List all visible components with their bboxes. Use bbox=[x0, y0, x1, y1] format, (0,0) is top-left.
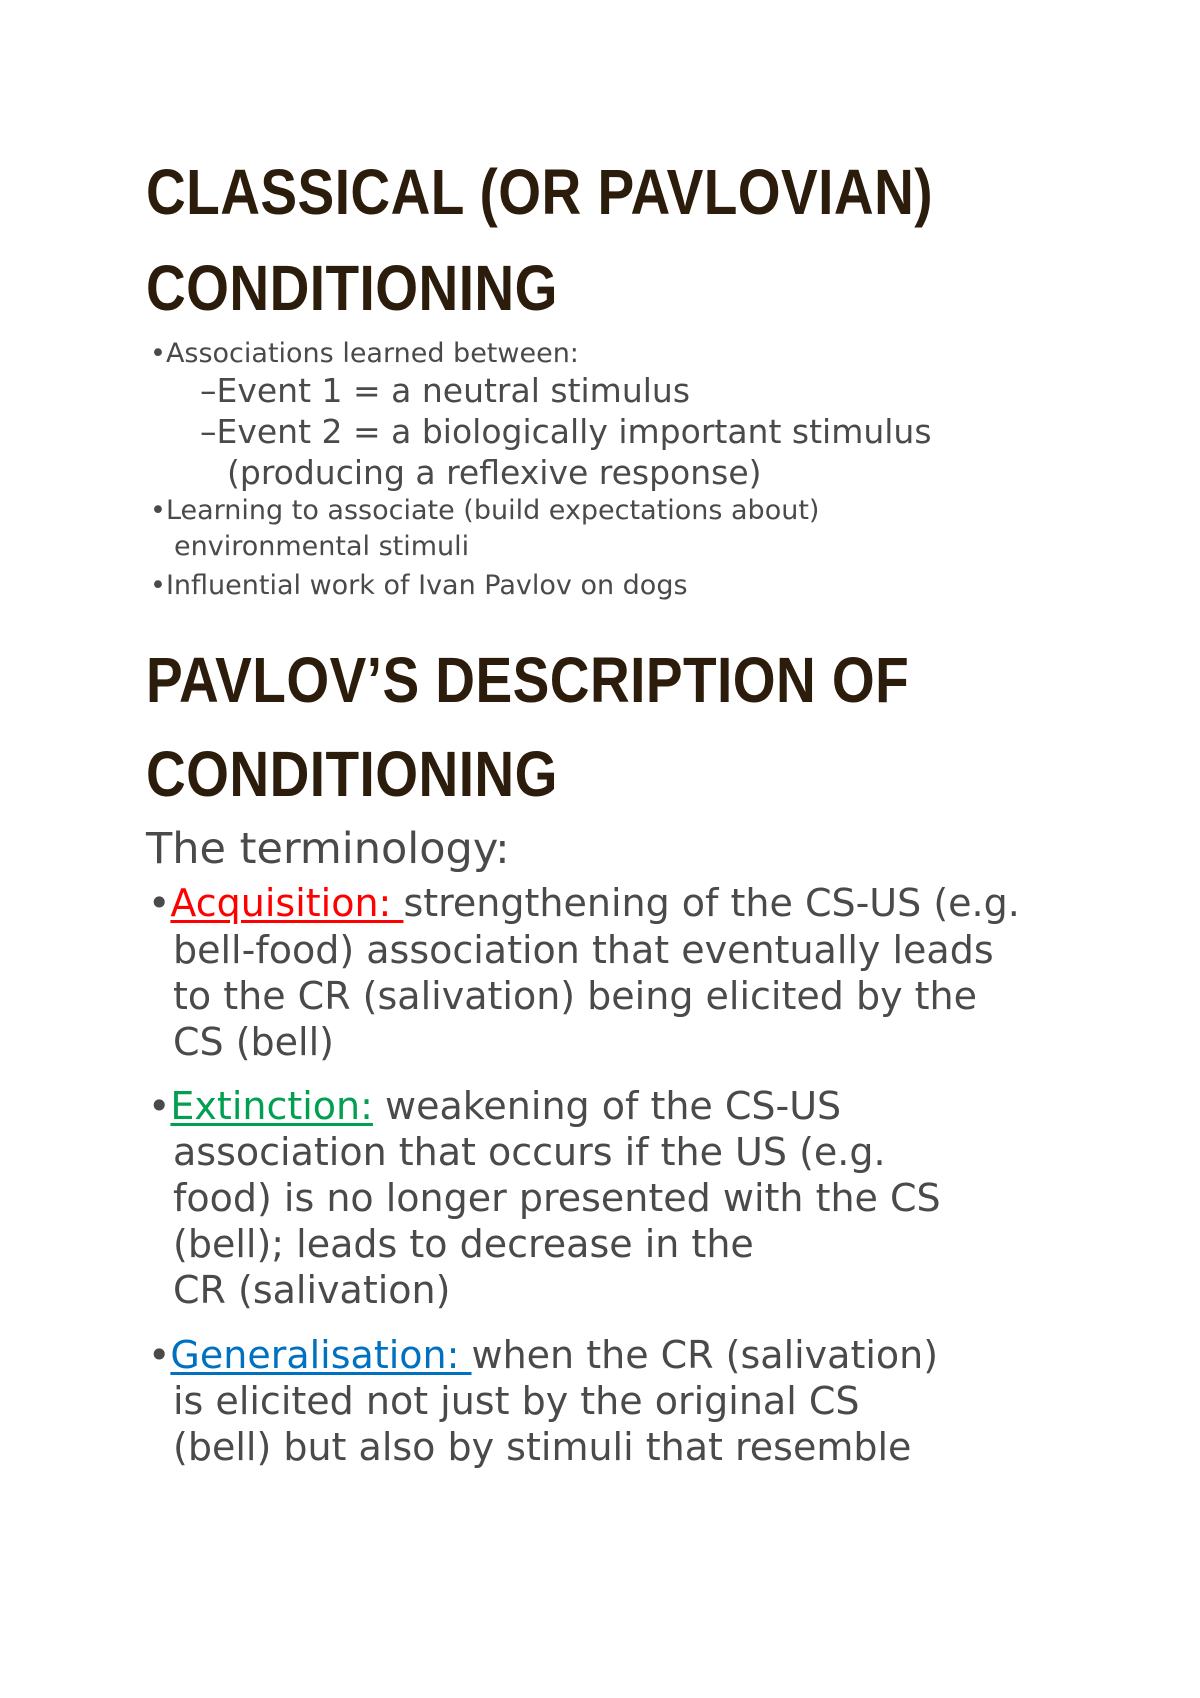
term-extinction-line5: CR (salivation) bbox=[173, 1268, 451, 1312]
bullet-item-associations bbox=[150, 340, 579, 367]
bullet-item-learning bbox=[150, 497, 819, 524]
section2-title-line2: CONDITIONING bbox=[146, 738, 558, 810]
term-acquisition-line1 bbox=[148, 881, 1020, 925]
dash-icon: – bbox=[200, 371, 217, 410]
section2-title-line1: PAVLOV’S DESCRIPTION OF bbox=[146, 644, 910, 716]
bullet-text: Learning to associate (build expectations about) bbox=[165, 495, 820, 526]
term-generalisation: Generalisation: bbox=[170, 1333, 472, 1377]
definition-text: when the CR (salivation) bbox=[471, 1333, 939, 1377]
sub-item-text: Event 2 = a biologically important stimulus bbox=[216, 412, 932, 451]
term-extinction-line1 bbox=[148, 1084, 842, 1128]
term-generalisation-line3: (bell) but also by stimuli that resemble bbox=[173, 1425, 912, 1469]
definition-text: weakening of the CS-US bbox=[372, 1084, 842, 1128]
sub-item-event1 bbox=[200, 371, 691, 410]
term-acquisition-line2: bell-food) association that eventually leads bbox=[173, 928, 994, 972]
section1-title-line2: CONDITIONING bbox=[146, 252, 558, 324]
terminology-subtitle: The terminology: bbox=[146, 824, 510, 874]
sub-item-event2 bbox=[200, 412, 932, 451]
term-acquisition: Acquisition: bbox=[170, 881, 404, 925]
definition-text: strengthening of the CS-US (e.g. bbox=[403, 881, 1020, 925]
bullet-item-pavlov bbox=[150, 572, 688, 599]
term-extinction-line4: (bell); leads to decrease in the bbox=[173, 1222, 754, 1266]
term-generalisation-line1 bbox=[148, 1333, 939, 1377]
term-extinction-line3: food) is no longer presented with the CS bbox=[173, 1176, 941, 1220]
bullet-icon: • bbox=[150, 495, 166, 526]
sub-item-event2-continued: (producing a reflexive response) bbox=[227, 453, 762, 492]
bullet-text: Influential work of Ivan Pavlov on dogs bbox=[165, 570, 688, 601]
dash-icon: – bbox=[200, 412, 217, 451]
bullet-icon: • bbox=[150, 338, 166, 369]
bullet-icon: • bbox=[150, 570, 166, 601]
term-extinction-line2: association that occurs if the US (e.g. bbox=[173, 1130, 886, 1174]
bullet-text: Associations learned between: bbox=[165, 338, 579, 369]
bullet-icon: • bbox=[148, 1333, 171, 1377]
term-generalisation-line2: is elicited not just by the original CS bbox=[173, 1379, 860, 1423]
bullet-icon: • bbox=[148, 881, 171, 925]
sub-item-text: Event 1 = a neutral stimulus bbox=[216, 371, 691, 410]
term-acquisition-line4: CS (bell) bbox=[173, 1020, 334, 1064]
term-acquisition-line3: to the CR (salivation) being elicited by the bbox=[173, 974, 977, 1018]
bullet-icon: • bbox=[148, 1084, 171, 1128]
section1-title-line1: CLASSICAL (OR PAVLOVIAN) bbox=[146, 156, 934, 228]
bullet-item-learning-continued: environmental stimuli bbox=[174, 531, 470, 562]
term-extinction: Extinction: bbox=[170, 1084, 373, 1128]
